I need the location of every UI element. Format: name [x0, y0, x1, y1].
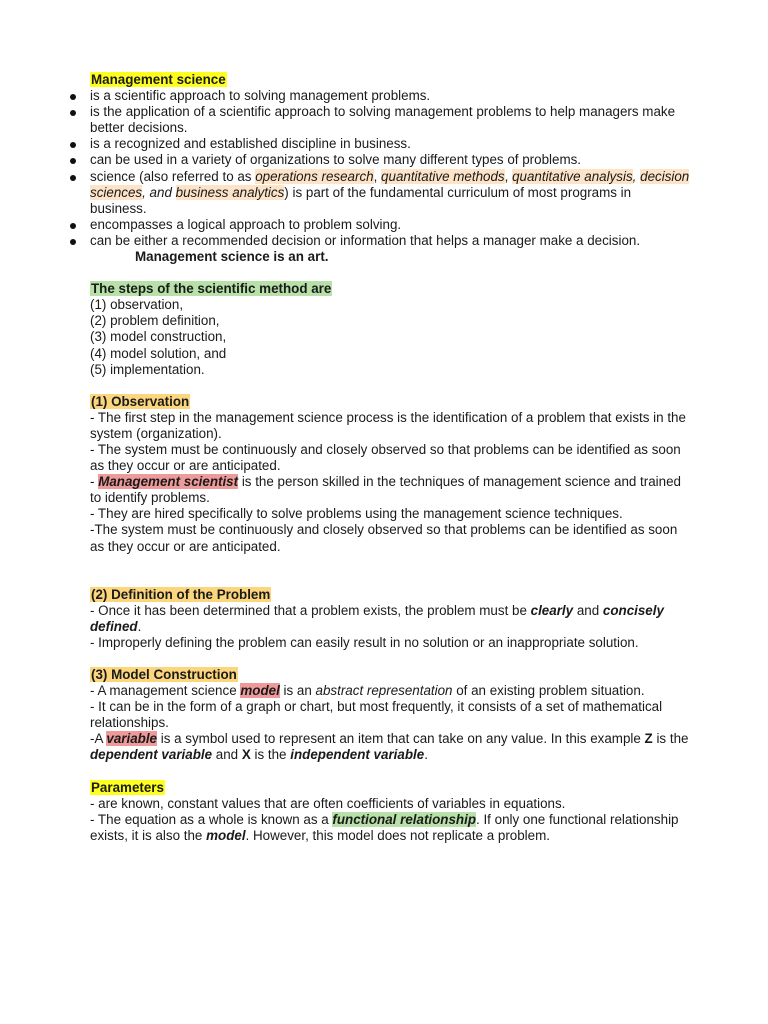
term-variable: variable [106, 731, 157, 747]
term-business-analytics: business analytics [175, 184, 285, 200]
bullet-icon [70, 94, 76, 100]
paragraph: - Management scientist is the person skilled in the techniques of management science and trained to identify problems. [90, 474, 681, 506]
list-item: encompasses a logical approach to problem solving. [90, 217, 690, 233]
term-dependent-variable: dependent variable [90, 747, 213, 763]
bullet-icon [70, 158, 76, 164]
document-page [90, 72, 690, 844]
bullet-icon [70, 110, 76, 116]
paragraph: - It can be in the form of a graph or chart, but most frequently, it consists of a set of mathematical relationships. [90, 699, 663, 731]
paragraph: -A variable is a symbol used to represent an item that can take on any value. In this example Z is the dependent variable and X is the independent variable. [90, 731, 689, 763]
term-functional-relationship: functional relationship [332, 811, 477, 827]
step-item: (1) observation, [90, 297, 184, 313]
paragraph: - The system must be continuously and closely observed so that problems can be identified as soon as they occur or are anticipated. [90, 441, 681, 474]
list-item: can be used in a variety of organizations to solve many different types of problems. [90, 152, 690, 168]
term-abstract-representation: abstract representation [315, 683, 453, 699]
paragraph: - They are hired specifically to solve problems using the management science techniques. [90, 506, 623, 522]
term-model: model [206, 827, 246, 843]
paragraph: - Once it has been determined that a problem exists, the problem must be clearly and concisely defined. [90, 602, 664, 634]
section-heading-definition: (2) Definition of the Problem [91, 586, 271, 602]
term-quantitative-methods: quantitative methods [381, 168, 505, 184]
term-clearly: clearly [530, 602, 574, 618]
section-observation [90, 394, 690, 555]
section-heading-model-construction: (3) Model Construction [91, 667, 237, 682]
section-heading-management-science: Management science [91, 72, 226, 87]
section-heading-observation: (1) Observation [91, 393, 190, 409]
art-note: Management science is an art. [135, 249, 329, 265]
section-heading-steps: The steps of the scientific method are [91, 281, 332, 297]
term-independent-variable: independent variable [290, 747, 425, 763]
section-steps [90, 281, 690, 378]
section-parameters [90, 780, 690, 844]
list-item: is a scientific approach to solving management problems. [90, 88, 690, 104]
step-item: (2) problem definition, [90, 313, 220, 329]
term-decision-sciences: decision sciences [90, 168, 690, 200]
section-model [90, 667, 690, 764]
section-intro [90, 72, 690, 265]
paragraph: - A management science model is an abstract representation of an existing problem situation. [90, 683, 645, 699]
term-model: model [240, 683, 280, 699]
step-item: (5) implementation. [90, 361, 205, 377]
step-item: (4) model solution, and [90, 345, 227, 361]
list-item: is the application of a scientific approach to solving management problems to help managers make better decisions. [90, 104, 690, 136]
paragraph: - Improperly defining the problem can easily result in no solution or an inappropriate solution. [90, 634, 639, 650]
bullet-icon [70, 175, 76, 181]
paragraph: -The system must be continuously and closely observed so that problems can be identified as soon as they occur or are anticipated. [90, 522, 678, 554]
term-x: X [241, 747, 251, 763]
paragraph: - The equation as a whole is known as a functional relationship. If only one functional relationship exists, it is also the model. However, this model does not replicate a problem. [90, 811, 679, 843]
intro-bullet-list [90, 88, 690, 249]
term-concisely-defined: concisely defined [90, 602, 664, 634]
section-heading-parameters: Parameters [91, 779, 164, 795]
term-quantitative-analysis: quantitative analysis [512, 168, 633, 184]
list-item-science: science (also referred to as operations research, quantitative methods, quantitative analysis, decision sciences, and business analytics) is part of the fundamental curriculum of most programs in business. [90, 169, 690, 217]
step-item: (3) model construction, [90, 329, 227, 345]
term-z: Z [644, 731, 653, 747]
bullet-icon [70, 239, 76, 245]
term-operations-research: operations research [255, 168, 374, 184]
bullet-icon [70, 142, 76, 148]
paragraph: - are known, constant values that are often coefficients of variables in equations. [90, 795, 566, 811]
bullet-icon [70, 223, 76, 229]
list-item: is a recognized and established discipline in business. [90, 136, 690, 152]
term-management-scientist: Management scientist [98, 474, 239, 490]
paragraph: - The first step in the management science process is the identification of a problem that exists in the system (organization). [90, 409, 686, 441]
list-item: can be either a recommended decision or information that helps a manager make a decision. [90, 233, 690, 249]
section-definition [90, 587, 690, 651]
